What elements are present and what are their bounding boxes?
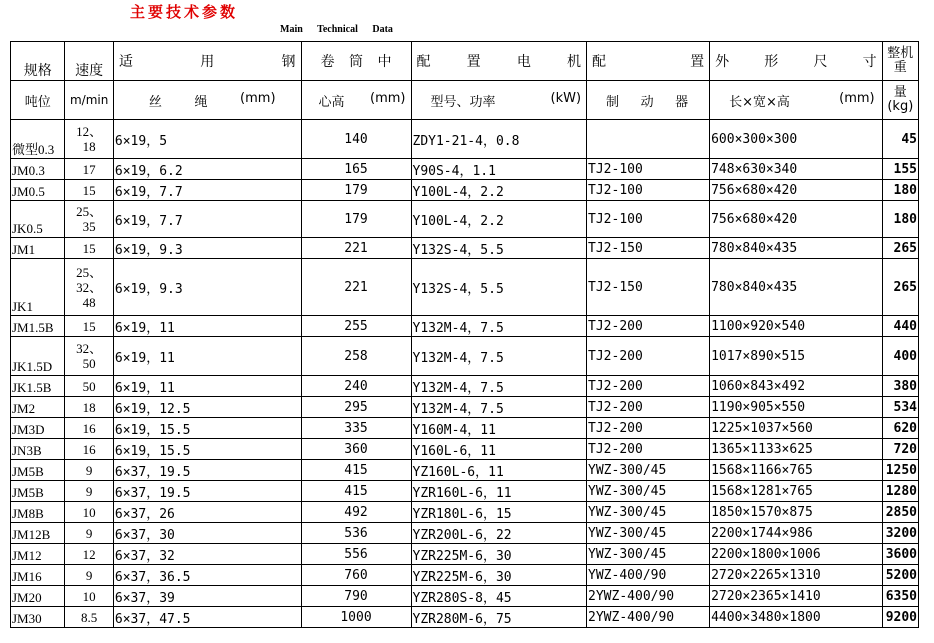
row-motor: Y132M-4，7.5 — [411, 337, 587, 376]
table-row — [11, 316, 919, 337]
row-rope: 6×19，11 — [113, 376, 301, 397]
row-brake: YWZ-300/45 — [587, 523, 710, 544]
header-rope — [113, 42, 301, 81]
row-speed: 10 — [65, 502, 113, 523]
row-drum: 556 — [301, 544, 411, 565]
row-brake: 2YWZ-400/90 — [587, 586, 710, 607]
header-motor — [411, 42, 587, 81]
row-rope: 6×19，7.7 — [113, 180, 301, 201]
row-speed: 12 — [65, 544, 113, 565]
header-drum-sub — [301, 81, 411, 120]
row-speed: 25、 32、 48 — [65, 259, 113, 316]
header-text: (kW) — [550, 90, 582, 106]
row-motor: Y132M-4，7.5 — [411, 397, 587, 418]
row-spec: JM5B — [11, 481, 65, 502]
header-text: 寸 — [862, 54, 877, 70]
table-row — [11, 397, 919, 418]
row-weight: 2850 — [882, 502, 918, 523]
header-text: 适 — [118, 54, 133, 70]
spec-table-body — [11, 120, 919, 628]
row-drum: 295 — [301, 397, 411, 418]
row-dims: 1568×1281×765 — [710, 481, 883, 502]
row-spec: JM12B — [11, 523, 65, 544]
row-spec: JK1.5D — [11, 337, 65, 376]
row-speed: 25、 35 — [65, 201, 113, 238]
row-dims: 4400×3480×1800 — [710, 607, 883, 628]
row-spec: JM1 — [11, 238, 65, 259]
header-text: (mm) — [839, 90, 875, 106]
row-motor: YZR225M-6，30 — [411, 544, 587, 565]
row-brake: YWZ-300/45 — [587, 502, 710, 523]
row-spec: JM5B — [11, 460, 65, 481]
header-text: 钢 — [281, 54, 296, 70]
row-weight: 720 — [882, 439, 918, 460]
row-spec: JM3D — [11, 418, 65, 439]
row-spec: JN3B — [11, 439, 65, 460]
table-row — [11, 565, 919, 586]
table-row — [11, 439, 919, 460]
spec-table — [10, 41, 919, 628]
row-weight: 440 — [882, 316, 918, 337]
row-speed: 18 — [65, 397, 113, 418]
row-motor: Y132S-4，5.5 — [411, 259, 587, 316]
row-speed: 9 — [65, 460, 113, 481]
row-motor: ZDY1-21-4，0.8 — [411, 120, 587, 159]
header-text: 尺 — [813, 54, 828, 70]
header-motor-sub — [411, 81, 587, 120]
row-drum: 165 — [301, 159, 411, 180]
row-motor: Y132M-4，7.5 — [411, 376, 587, 397]
row-rope: 6×19，15.5 — [113, 418, 301, 439]
table-row — [11, 376, 919, 397]
header-spec: 规格 — [11, 42, 65, 81]
row-drum: 221 — [301, 238, 411, 259]
table-row — [11, 159, 919, 180]
row-spec: JM12 — [11, 544, 65, 565]
table-row — [11, 201, 919, 238]
row-drum: 415 — [301, 460, 411, 481]
row-motor: Y100L-4，2.2 — [411, 201, 587, 238]
header-text: 长×宽×高 — [729, 94, 790, 110]
row-dims: 756×680×420 — [710, 201, 883, 238]
row-rope: 6×37，47.5 — [113, 607, 301, 628]
row-weight: 380 — [882, 376, 918, 397]
row-spec: JM1.5B — [11, 316, 65, 337]
header-text: 卷 — [320, 54, 335, 70]
table-row — [11, 607, 919, 628]
header-weight-sub: 量(kg) — [882, 81, 918, 120]
header-text: 心高 — [318, 94, 345, 110]
row-brake — [587, 120, 710, 159]
row-dims: 1060×843×492 — [710, 376, 883, 397]
header-text: (mm) — [370, 90, 406, 106]
row-rope: 6×37，36.5 — [113, 565, 301, 586]
row-spec: JM0.3 — [11, 159, 65, 180]
row-motor: Y160M-4，11 — [411, 418, 587, 439]
row-motor: YZR200L-6，22 — [411, 523, 587, 544]
row-dims: 1100×920×540 — [710, 316, 883, 337]
table-row — [11, 259, 919, 316]
row-drum: 790 — [301, 586, 411, 607]
row-dims: 1568×1166×765 — [710, 460, 883, 481]
row-speed: 9 — [65, 523, 113, 544]
header-speed: 速度 — [65, 42, 113, 81]
row-drum: 360 — [301, 439, 411, 460]
row-speed: 15 — [65, 238, 113, 259]
row-dims: 1190×905×550 — [710, 397, 883, 418]
row-spec: JK0.5 — [11, 201, 65, 238]
row-spec: JM8B — [11, 502, 65, 523]
row-dims: 2200×1744×986 — [710, 523, 883, 544]
row-brake: YWZ-300/45 — [587, 460, 710, 481]
header-text: 器 — [675, 94, 689, 110]
row-motor: Y132S-4，5.5 — [411, 238, 587, 259]
header-text: 丝 — [148, 94, 162, 110]
row-rope: 6×19，9.3 — [113, 238, 301, 259]
row-motor: Y100L-4，2.2 — [411, 180, 587, 201]
row-drum: 140 — [301, 120, 411, 159]
row-brake: YWZ-400/90 — [587, 565, 710, 586]
row-weight: 180 — [882, 180, 918, 201]
row-drum: 335 — [301, 418, 411, 439]
row-speed: 50 — [65, 376, 113, 397]
row-speed: 8.5 — [65, 607, 113, 628]
header-text: 配 — [592, 54, 607, 70]
row-rope: 6×37，26 — [113, 502, 301, 523]
row-speed: 10 — [65, 586, 113, 607]
header-dims-sub — [710, 81, 883, 120]
row-dims: 1850×1570×875 — [710, 502, 883, 523]
row-weight: 1250 — [882, 460, 918, 481]
row-weight: 620 — [882, 418, 918, 439]
header-text: 型号、功率 — [430, 94, 496, 110]
header-text: 机 — [567, 54, 582, 70]
row-weight: 155 — [882, 159, 918, 180]
row-brake: 2YWZ-400/90 — [587, 607, 710, 628]
header-weight: 整机重 — [882, 42, 918, 81]
row-brake: TJ2-200 — [587, 439, 710, 460]
row-drum: 536 — [301, 523, 411, 544]
row-drum: 240 — [301, 376, 411, 397]
row-rope: 6×19，5 — [113, 120, 301, 159]
row-motor: YZR180L-6，15 — [411, 502, 587, 523]
row-dims: 1225×1037×560 — [710, 418, 883, 439]
header-dims — [710, 42, 883, 81]
header-text: 筒 — [349, 54, 364, 70]
row-weight: 1280 — [882, 481, 918, 502]
row-spec: 微型0.3 — [11, 120, 65, 159]
row-speed: 15 — [65, 180, 113, 201]
row-speed: 16 — [65, 418, 113, 439]
row-dims: 2720×2265×1310 — [710, 565, 883, 586]
row-dims: 1365×1133×625 — [710, 439, 883, 460]
header-text: 电 — [516, 54, 531, 70]
row-dims: 780×840×435 — [710, 259, 883, 316]
table-row — [11, 120, 919, 159]
row-weight: 9200 — [882, 607, 918, 628]
row-weight: 265 — [882, 238, 918, 259]
row-dims: 2200×1800×1006 — [710, 544, 883, 565]
row-spec: JK1.5B — [11, 376, 65, 397]
header-text: 置 — [466, 54, 481, 70]
row-spec: JM16 — [11, 565, 65, 586]
header-brake-sub — [587, 81, 710, 120]
row-rope: 6×19，15.5 — [113, 439, 301, 460]
header-text: 用 — [200, 54, 215, 70]
row-weight: 265 — [882, 259, 918, 316]
row-drum: 258 — [301, 337, 411, 376]
table-row — [11, 586, 919, 607]
row-weight: 534 — [882, 397, 918, 418]
row-speed: 15 — [65, 316, 113, 337]
row-drum: 492 — [301, 502, 411, 523]
header-row-top — [11, 42, 919, 81]
row-speed: 9 — [65, 481, 113, 502]
row-speed: 32、 50 — [65, 337, 113, 376]
row-brake: TJ2-200 — [587, 418, 710, 439]
row-brake: TJ2-100 — [587, 201, 710, 238]
row-drum: 760 — [301, 565, 411, 586]
row-rope: 6×19，6.2 — [113, 159, 301, 180]
row-rope: 6×37，19.5 — [113, 481, 301, 502]
row-spec: JM30 — [11, 607, 65, 628]
title-chinese: 主要技术参数 — [130, 3, 239, 21]
row-speed: 12、 18 — [65, 120, 113, 159]
table-row — [11, 337, 919, 376]
row-brake: TJ2-150 — [587, 259, 710, 316]
header-speed-unit: m/min — [65, 81, 113, 120]
row-brake: TJ2-150 — [587, 238, 710, 259]
title-english: Main Technical Data — [280, 24, 393, 35]
row-motor: Y160L-6，11 — [411, 439, 587, 460]
header-text: 配 — [416, 54, 431, 70]
table-row — [11, 238, 919, 259]
header-text: (mm) — [240, 90, 276, 106]
row-weight: 180 — [882, 201, 918, 238]
row-speed: 16 — [65, 439, 113, 460]
row-speed: 17 — [65, 159, 113, 180]
row-rope: 6×37，19.5 — [113, 460, 301, 481]
header-text: 绳 — [194, 94, 208, 110]
row-spec: JM0.5 — [11, 180, 65, 201]
table-row — [11, 523, 919, 544]
row-drum: 179 — [301, 180, 411, 201]
row-drum: 179 — [301, 201, 411, 238]
row-brake: YWZ-300/45 — [587, 544, 710, 565]
table-row — [11, 502, 919, 523]
row-dims: 756×680×420 — [710, 180, 883, 201]
header-rope-sub — [113, 81, 301, 120]
header-text: 置 — [690, 54, 705, 70]
header-text: 形 — [764, 54, 779, 70]
header-row-bottom — [11, 81, 919, 120]
header-text: 外 — [715, 54, 730, 70]
table-row — [11, 481, 919, 502]
row-motor: Y90S-4，1.1 — [411, 159, 587, 180]
row-weight: 45 — [882, 120, 918, 159]
row-motor: YZR280M-6，75 — [411, 607, 587, 628]
row-rope: 6×37，39 — [113, 586, 301, 607]
row-drum: 221 — [301, 259, 411, 316]
row-dims: 1017×890×515 — [710, 337, 883, 376]
row-rope: 6×19，11 — [113, 337, 301, 376]
table-row — [11, 460, 919, 481]
row-drum: 415 — [301, 481, 411, 502]
row-brake: TJ2-100 — [587, 180, 710, 201]
row-dims: 748×630×340 — [710, 159, 883, 180]
header-text: 中 — [377, 54, 392, 70]
table-row — [11, 418, 919, 439]
row-motor: YZR160L-6，11 — [411, 481, 587, 502]
row-rope: 6×19，9.3 — [113, 259, 301, 316]
table-row — [11, 180, 919, 201]
row-motor: Y132M-4，7.5 — [411, 316, 587, 337]
row-rope: 6×19，7.7 — [113, 201, 301, 238]
header-text: 动 — [640, 94, 654, 110]
row-drum: 255 — [301, 316, 411, 337]
row-dims: 780×840×435 — [710, 238, 883, 259]
row-motor: YZR280S-8，45 — [411, 586, 587, 607]
row-brake: TJ2-200 — [587, 316, 710, 337]
row-dims: 2720×2365×1410 — [710, 586, 883, 607]
row-weight: 3200 — [882, 523, 918, 544]
row-motor: YZ160L-6，11 — [411, 460, 587, 481]
row-spec: JM2 — [11, 397, 65, 418]
row-weight: 3600 — [882, 544, 918, 565]
row-rope: 6×19，11 — [113, 316, 301, 337]
row-rope: 6×19，12.5 — [113, 397, 301, 418]
row-speed: 9 — [65, 565, 113, 586]
row-brake: YWZ-300/45 — [587, 481, 710, 502]
row-brake: TJ2-200 — [587, 397, 710, 418]
header-brake — [587, 42, 710, 81]
row-brake: TJ2-100 — [587, 159, 710, 180]
row-spec: JK1 — [11, 259, 65, 316]
header-text: 制 — [606, 94, 620, 110]
table-row — [11, 544, 919, 565]
row-weight: 6350 — [882, 586, 918, 607]
header-drum — [301, 42, 411, 81]
row-rope: 6×37，32 — [113, 544, 301, 565]
row-drum: 1000 — [301, 607, 411, 628]
row-weight: 400 — [882, 337, 918, 376]
row-brake: TJ2-200 — [587, 376, 710, 397]
row-weight: 5200 — [882, 565, 918, 586]
row-brake: TJ2-200 — [587, 337, 710, 376]
header-tonnage: 吨位 — [11, 81, 65, 120]
row-spec: JM20 — [11, 586, 65, 607]
row-motor: YZR225M-6，30 — [411, 565, 587, 586]
row-rope: 6×37，30 — [113, 523, 301, 544]
row-dims: 600×300×300 — [710, 120, 883, 159]
